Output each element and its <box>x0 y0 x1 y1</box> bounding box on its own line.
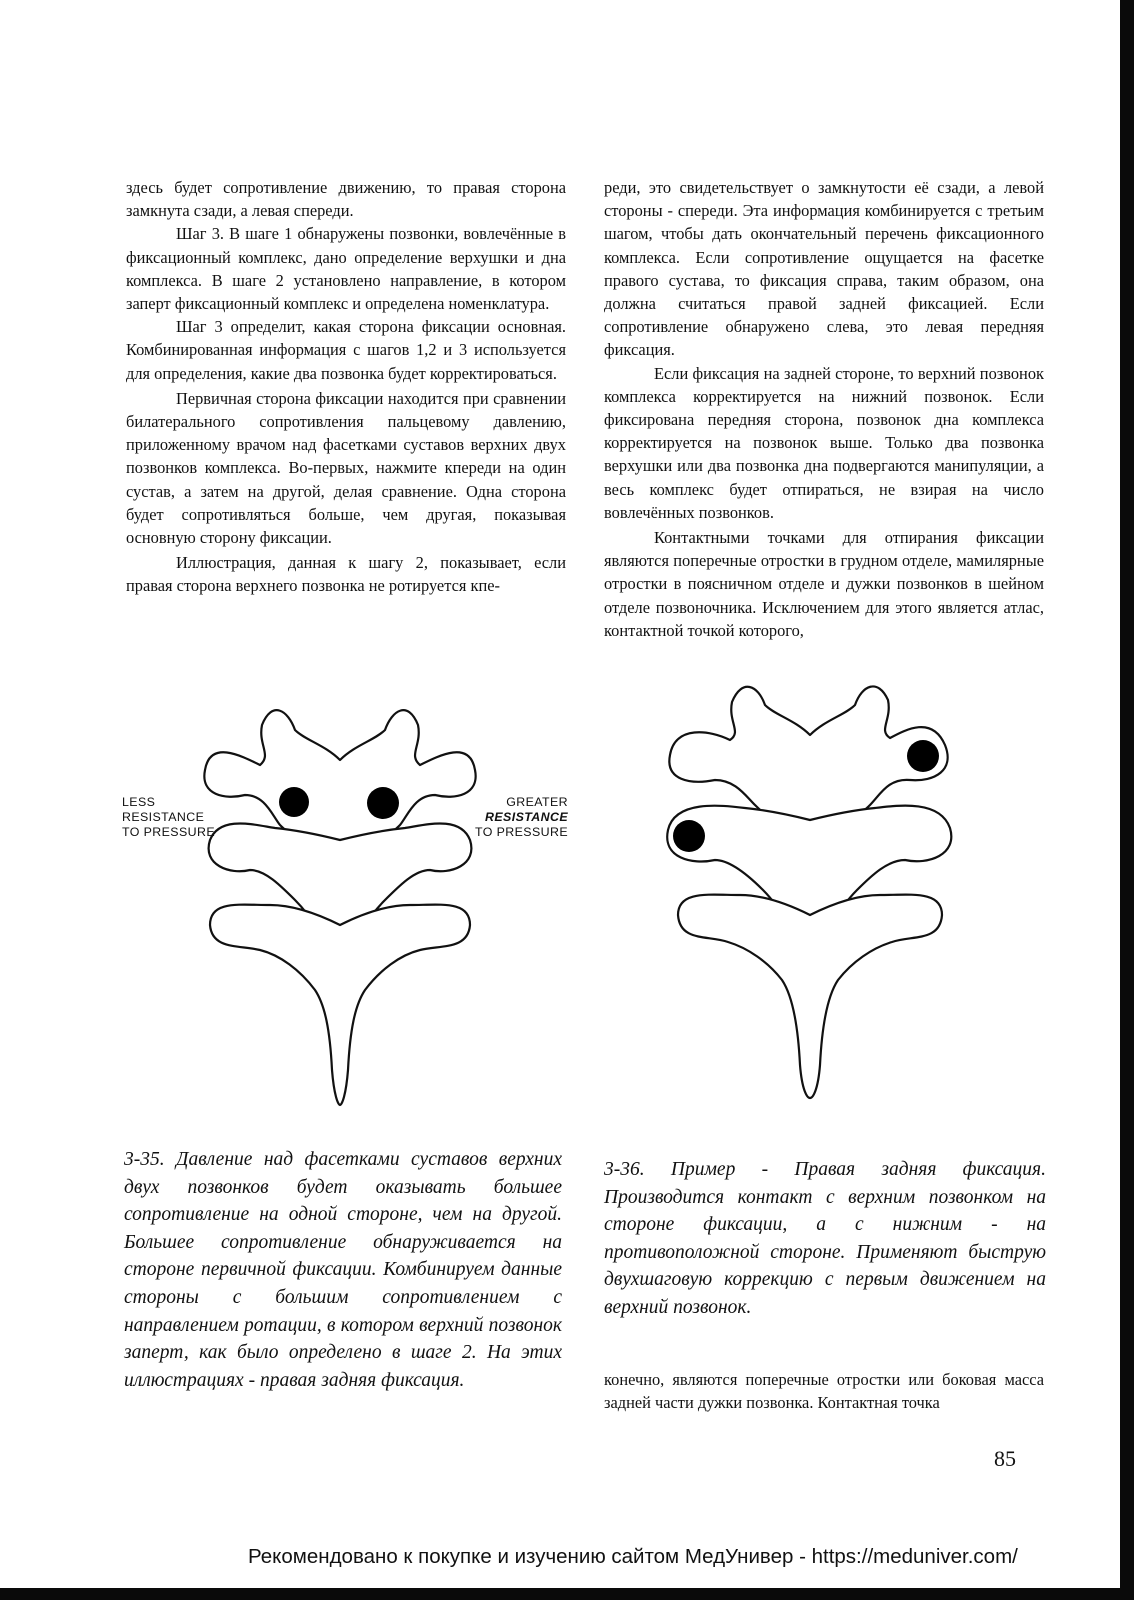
figure-3-35-vertebrae <box>200 700 480 1120</box>
paragraph: Если фиксация на задней стороне, то верхний позвонок комплекса корректируется на нижний позвонок. Если фиксирована передняя сторона, позвонок дна комплекса корректируется на позвонок выше. Только два позвонка верхушки или два позвонка дна подвергаются манипуляции, а весь комплекс будет отпираться, не взирая на число вовлечённых позвонков. <box>604 363 1044 522</box>
contact-point-left-icon <box>279 787 309 817</box>
page-number: 85 <box>994 1446 1016 1471</box>
paragraph: Иллюстрация, данная к шагу 2, показывает, если правая сторона верхнего позвонка не ротируется кпе- <box>126 553 566 596</box>
label-line: RESISTANCE <box>122 810 205 825</box>
paragraph: Первичная сторона фиксации находится при сравнении билатерального сопротивления пальцевому давлению, приложенному врачом над фасетками суставов верхних двух позвонков комплекса. Во-первых, нажмите кпереди на один сустав, а затем на другой, делая сравнение. Одна сторона будет сопротивляться больше, чем другая, показывая основную сторону фиксации. <box>126 388 566 548</box>
vertebra-lower <box>678 895 942 1098</box>
text-column-right <box>604 176 1044 642</box>
figure-caption-3-35: 3-35. Давление над фасетками суставов верхних двух позвонков будет оказывать большее сопротивление на одной стороне, чем на другой. Большее сопротивление обнаруживается на стороне первичной фиксации. Комбинируем данные стороны с большим сопротивлением с направлением ротации, в котором верхний позвонок заперт, как было определено в шаге 2. На этих иллюстрациях - правая задняя фиксация. <box>124 1149 562 1391</box>
footer-recommendation: Рекомендовано к покупке и изучению сайтом МедУнивер - https://meduniver.com/ <box>248 1545 1018 1568</box>
paragraph: здесь будет сопротивление движению, то правая сторона замкнута сзади, а левая спереди. <box>126 178 566 221</box>
label-greater-resistance <box>458 795 568 841</box>
text-column-left <box>126 176 566 598</box>
label-line: TO PRESSURE <box>475 825 568 840</box>
figure-caption-3-36: 3-36. Пример - Правая задняя фиксация. Производится контакт с верхним позвонком на стороне фиксации, а с нижним - на противоположной стороне. Применяют быструю двухшаговую коррекцию с первым движением на верхний позвонок. <box>604 1159 1046 1318</box>
label-line: GREATER <box>506 795 568 809</box>
paragraph: Шаг 3. В шаге 1 обнаружены позвонки, вовлечённые в фиксационный комплекс, дано определение верхушки и дна комплекса. В шаге 2 установлено направление, в котором заперт фиксационный комплекс и определена номенклатура. <box>126 224 566 314</box>
figure-3-36-vertebrae <box>660 680 960 1120</box>
vertebra-lower <box>210 905 470 1105</box>
scan-edge-bottom <box>0 1588 1134 1600</box>
paragraph: Контактными точками для отпирания фиксации являются поперечные отростки в грудном отделе, мамилярные отростки в поясничном отделе и дужки позвонков в шейном отделе позвоночника. Исключением для этого является атлас, контактной точкой которого, <box>604 528 1044 640</box>
label-line: RESISTANCE <box>485 810 568 825</box>
paragraph: Шаг 3 определит, какая сторона фиксации основная. Комбинированная информация с шагов 1,2 и 3 используется для определения, какие два позвонка будет корректироваться. <box>126 317 566 383</box>
label-line: LESS <box>122 795 156 809</box>
paragraph: реди, это свидетельствует о замкнутости её сзади, а левой стороны - спереди. Эта информация комбинируется с третьим шагом, чтобы дать окончательный перечень фиксационного комплекса. Если сопротивление ощущается на фасетке правого сустава, то фиксация справа, таким образом, она должна считаться правой задней фиксацией. Если сопротивление обнаружено слева, это левая передняя фиксация. <box>604 178 1044 360</box>
contact-point-upper-right-icon <box>907 740 939 772</box>
text-column-right-continued <box>604 1368 1044 1414</box>
scan-edge-right <box>1120 0 1134 1600</box>
label-line: TO PRESSURE <box>122 825 215 840</box>
contact-point-right-icon <box>367 787 399 819</box>
label-less-resistance <box>122 795 215 841</box>
contact-point-middle-left-icon <box>673 820 705 852</box>
paragraph: конечно, являются поперечные отростки или боковая масса задней части дужки позвонка. Контактная точка <box>604 1370 1044 1413</box>
